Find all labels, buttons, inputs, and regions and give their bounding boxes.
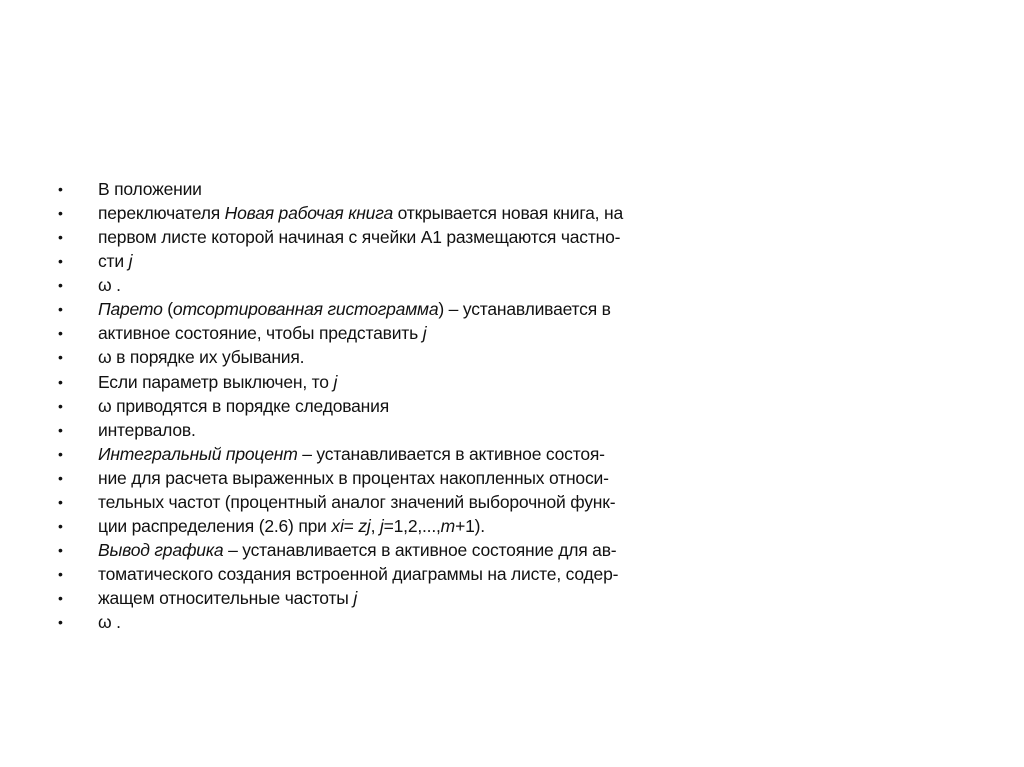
- bullet-icon: •: [58, 445, 63, 462]
- italic-term: j: [422, 323, 427, 344]
- text-segment: – устанавливается в активное состояние для ав-: [223, 539, 617, 560]
- text-segment: интервалов.: [98, 419, 196, 440]
- italic-term: xi: [331, 515, 344, 536]
- italic-term: zj: [358, 515, 371, 536]
- line-text: [98, 394, 389, 418]
- line-text: [98, 201, 623, 225]
- italic-term: Парето: [98, 299, 163, 320]
- text-segment: жащем относительные частоты: [98, 588, 354, 609]
- bullet-icon: •: [58, 397, 63, 414]
- bullet-icon: •: [58, 277, 63, 294]
- bullet-icon: •: [58, 349, 63, 366]
- italic-term: Новая рабочая книга: [224, 203, 393, 224]
- text-segment: активное состояние, чтобы представить: [98, 323, 423, 344]
- line-text: [98, 538, 616, 562]
- line-text: [98, 418, 196, 442]
- bullet-icon: •: [58, 205, 63, 222]
- text-segment: ,: [370, 515, 380, 536]
- text-segment: ω .: [98, 275, 121, 296]
- text-segment: сти: [98, 251, 129, 272]
- line-text: [98, 177, 202, 201]
- italic-term: j: [353, 588, 358, 609]
- italic-term: Интегральный процент: [98, 443, 298, 464]
- italic-term: j: [128, 251, 133, 272]
- text-segment: В положении: [98, 179, 202, 199]
- bullet-icon: •: [58, 517, 63, 534]
- text-segment: ) – устанавливается в: [438, 299, 611, 320]
- bullet-icon: •: [58, 493, 63, 510]
- line-text: [98, 370, 337, 394]
- line-text: [98, 610, 121, 634]
- italic-term: j: [333, 371, 338, 392]
- text-segment: +1).: [455, 515, 485, 536]
- text-segment: тельных частот (процентный аналог значений выборочной функ-: [98, 491, 616, 512]
- line-text: [98, 225, 620, 249]
- bullet-icon: •: [58, 469, 63, 486]
- text-segment: =1,2,...,: [383, 515, 441, 536]
- line-text: [98, 562, 618, 586]
- text-segment: ние для расчета выраженных в процентах накопленных относи-: [98, 467, 609, 488]
- line-text: [98, 249, 132, 273]
- text-segment: открывается новая книга, на: [392, 203, 623, 224]
- bullet-icon: •: [58, 373, 63, 390]
- line-text: [98, 466, 609, 490]
- text-segment: – устанавливается в активное состоя-: [297, 443, 605, 464]
- italic-term: m: [440, 515, 456, 536]
- line-text: [98, 586, 357, 610]
- bullet-icon: •: [58, 253, 63, 270]
- text-segment: переключателя: [98, 203, 225, 224]
- text-segment: ω в порядке их убывания.: [98, 347, 305, 368]
- bullet-icon: •: [58, 614, 63, 631]
- text-segment: первом листе которой начиная с ячейки А1 размещаются частно-: [98, 227, 621, 248]
- text-segment: =: [343, 515, 359, 536]
- text-segment: ω .: [98, 612, 121, 633]
- text-segment: Если параметр выключен, то: [98, 371, 334, 392]
- text-segment: томатического создания встроенной диаграммы на листе, содер-: [98, 564, 619, 584]
- line-text: [98, 297, 611, 321]
- bullet-icon: •: [58, 590, 63, 607]
- line-text: [98, 442, 605, 466]
- italic-term: отсортированная гистограмма: [172, 299, 439, 320]
- line-text: [98, 490, 615, 514]
- bullet-icon: •: [58, 181, 63, 197]
- bullet-icon: •: [58, 421, 63, 438]
- italic-term: j: [379, 515, 384, 536]
- italic-term: Вывод графика: [98, 539, 224, 560]
- line-text: [98, 345, 304, 369]
- line-text: [98, 321, 426, 345]
- text-segment: (: [162, 299, 173, 320]
- line-text: [98, 514, 485, 538]
- text-segment: ω приводятся в порядке следования: [98, 395, 389, 416]
- bullet-icon: •: [58, 541, 63, 558]
- line-text: [98, 273, 121, 297]
- bullet-icon: •: [58, 301, 63, 318]
- text-segment: ции распределения (2.6) при: [98, 515, 332, 536]
- bullet-icon: •: [58, 566, 63, 582]
- bullet-icon: •: [58, 325, 63, 342]
- bullet-icon: •: [58, 229, 63, 246]
